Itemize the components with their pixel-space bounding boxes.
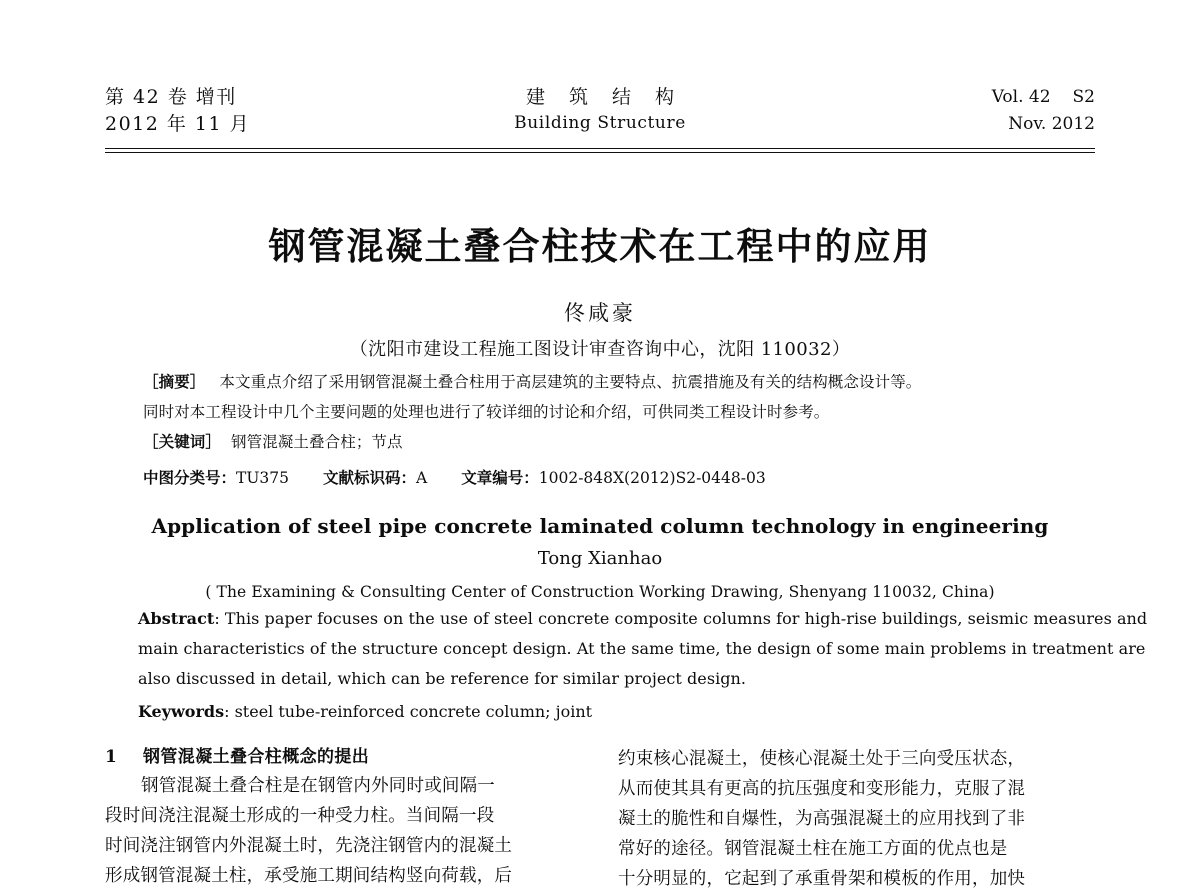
author-affiliation-cn: （沈阳市建设工程施工图设计审查咨询中心，沈阳 110032）: [349, 338, 851, 360]
date-cn: 2012 年 11 月: [105, 113, 251, 135]
section-heading-1: [105, 744, 575, 771]
body-paragraph-right: [618, 744, 1088, 894]
body-column-left: [105, 744, 575, 896]
masthead-center: [514, 84, 686, 136]
volume-issue-en: [992, 84, 1095, 111]
keywords-cn-line: [143, 427, 1063, 457]
body-column-right: [618, 744, 1088, 896]
body-line: 钢管混凝土叠合柱是在钢管内外同时或间隔一: [141, 776, 495, 796]
keywords-cn-text: 钢管混凝土叠合柱；节点: [231, 433, 403, 451]
document-code-value: A: [416, 469, 428, 487]
volume-en: Vol. 42: [991, 87, 1051, 107]
volume-cn: 第 42 卷 增刊: [105, 86, 237, 108]
metadata-line: [143, 464, 1063, 492]
keywords-label-en: Keywords: [138, 702, 225, 721]
keywords-en-line: [138, 697, 1064, 727]
body-paragraph-left: [105, 771, 575, 891]
masthead-divider: [105, 148, 1095, 153]
author-affiliation-en: ( The Examining & Consulting Center of Construction Working Drawing, Shenyang 110032, China): [205, 583, 995, 601]
section-title: 钢管混凝土叠合柱概念的提出: [143, 747, 370, 767]
body-line: 时间浇注钢管内外混凝土时，先浇注钢管内的混凝土: [105, 836, 513, 856]
issue-en: S2: [1072, 87, 1095, 107]
abstract-cn-text-2: 同时对本工程设计中几个主要问题的处理也进行了较详细的讨论和介绍，可供同类工程设计时参考。: [143, 403, 830, 421]
date-en: Nov. 2012: [1008, 114, 1095, 134]
body-line: 约束核心混凝土，使核心混凝土处于三向受压状态，: [618, 749, 1026, 769]
abstract-en-text-1: : This paper focuses on the use of steel concrete composite columns for high-rise buildings, seismic measures and: [214, 609, 1148, 628]
body-line: 从而使其具有更高的抗压强度和变形能力，克服了混: [618, 779, 1026, 799]
body-columns: [105, 744, 1095, 896]
abstract-english: [138, 604, 1148, 727]
body-line: 形成钢管混凝土柱，承受施工期间结构竖向荷载，后: [105, 866, 513, 886]
masthead-right: [992, 84, 1095, 138]
page-title-en: Application of steel pipe concrete laminated column technology in engineering: [151, 514, 1049, 538]
keywords-en-text: : steel tube-reinforced concrete column; joint: [224, 702, 593, 721]
body-line: 十分明显的，它起到了承重骨架和模板的作用，加快: [618, 869, 1026, 889]
abstract-en-line-3: also discussed in detail, which can be reference for similar project design.: [138, 669, 747, 688]
journal-name-cn: 建 筑 结 构: [525, 86, 684, 108]
body-line: 凝土的脆性和自爆性，为高强混凝土的应用找到了非: [618, 809, 1026, 829]
clc-label: 中图分类号：: [143, 469, 237, 487]
article-id-label: 文章编号：: [461, 469, 539, 487]
journal-name-en: Building Structure: [514, 113, 686, 133]
abstract-en-line-2: main characteristics of the structure concept design. At the same time, the design of some main problems in treatment are: [138, 639, 1146, 658]
article-id-value: 1002-848X(2012)S2-0448-03: [538, 469, 766, 487]
divider-line-top: [105, 148, 1095, 149]
abstract-cn-line-2: [143, 397, 1063, 427]
author-name-en: Tong Xianhao: [537, 548, 663, 569]
clc-value: TU375: [236, 469, 290, 487]
body-line: 段时间浇注混凝土形成的一种受力柱。当间隔一段: [105, 806, 495, 826]
english-title-block: [105, 512, 1095, 604]
abstract-chinese: [143, 367, 1063, 492]
document-code-label: 文献标识码：: [323, 469, 417, 487]
masthead-left: [105, 84, 250, 138]
keywords-label-cn: ［关键词］: [143, 433, 222, 451]
body-line: 常好的途径。钢管混凝土柱在施工方面的优点也是: [618, 839, 1008, 859]
divider-line-bottom: [105, 152, 1095, 153]
masthead: [105, 84, 1095, 146]
page-title: 钢管混凝土叠合柱技术在工程中的应用: [268, 223, 932, 268]
abstract-en-line-1: [138, 604, 1148, 634]
author-name-cn: 佟咸豪: [564, 300, 636, 325]
abstract-cn-line-1: [143, 367, 1063, 397]
title-block: [105, 196, 1095, 363]
abstract-cn-text-1: 本文重点介绍了采用钢管混凝土叠合柱用于高层建筑的主要特点、抗震措施及有关的结构概念设计等。: [219, 373, 922, 391]
abstract-label-en: Abstract: [138, 609, 215, 628]
section-number: 1: [105, 747, 117, 767]
abstract-label-cn: ［摘要］: [143, 373, 206, 391]
